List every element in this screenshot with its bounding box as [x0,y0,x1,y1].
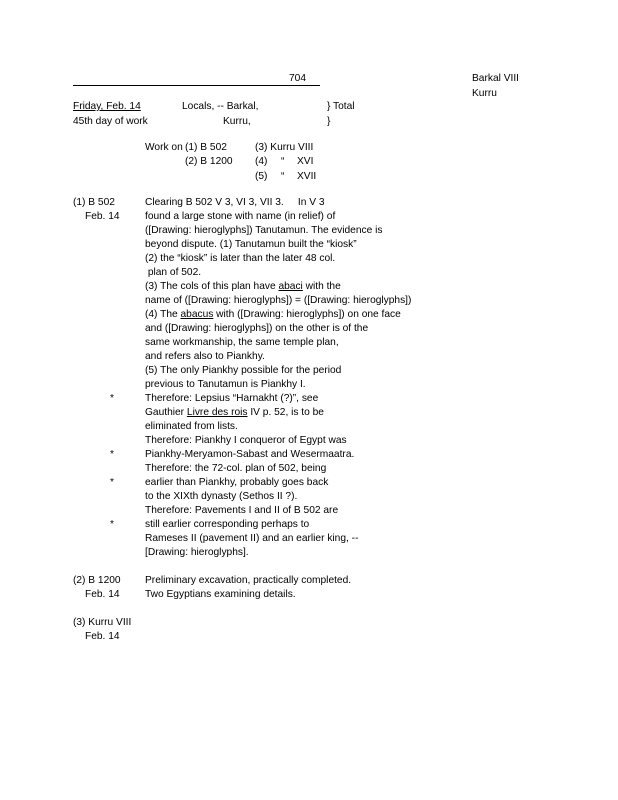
entry1-line: and refers also to Piankhy. [145,351,265,362]
header-rule [73,85,320,86]
entry1-line: [Drawing: hieroglyphs]. [145,547,249,558]
location-line-2: Kurru [472,88,497,99]
entry1-line: to the XIXth dynasty (Sethos II ?). [145,491,298,502]
entry1-line: still earlier corresponding perhaps to [145,519,310,530]
margin-asterisk: * [110,477,114,488]
entry1-line: same workmanship, the same temple plan, [145,337,339,348]
entry1-line: and ([Drawing: hieroglyphs]) on the other is of the [145,323,369,334]
entry1-line: ([Drawing: hieroglyphs]) Tanutamun. The evidence is [145,225,383,236]
work-on-ditto-4: “ [281,156,285,167]
entry1-label: (1) B 502 [73,197,115,208]
entry1-line-text: with ([Drawing: hieroglyphs]) on one face [213,309,401,320]
entry1-line: name of ([Drawing: hieroglyphs]) = ([Drawing: hieroglyphs]) [145,295,412,306]
entry1-line-text: IV p. 52, is to be [247,407,324,418]
margin-asterisk: * [110,449,114,460]
entry2-date: Feb. 14 [85,589,120,600]
abaci-underlined: abaci [278,281,303,292]
total-brace: } [327,116,331,127]
entry1-line: Piankhy-Meryamon-Sabast and Wesermaatra. [145,449,355,460]
entry1-date: Feb. 14 [85,211,120,222]
abacus-underlined: abacus [180,309,214,320]
entry1-line: Clearing B 502 V 3, VI 3, VII 3. In V 3 [145,197,325,208]
total-label: } Total [327,101,355,112]
entry1-line [145,407,324,419]
entry1-line [145,281,341,293]
entry1-line: Therefore: Pavements I and II of B 502 are [145,505,339,516]
entry1-line: Rameses II (pavement II) and an earlier king, -- [145,533,359,544]
entry1-line-text: with the [302,281,341,292]
page-number: 704 [289,73,306,84]
location-line-1: Barkal VIII [472,73,519,84]
day-of-work: 45th day of work [73,116,148,127]
entry1-line-text: (3) The cols of this plan have [145,281,279,292]
work-on-val-5: XVII [297,171,317,182]
margin-asterisk: * [110,393,114,404]
locals-kurru: Kurru, [223,116,251,127]
work-on-item-2: (2) B 1200 [185,156,233,167]
entry1-line: eliminated from lists. [145,421,238,432]
work-on-item-3: (3) Kurru VIII [255,142,314,153]
work-on-item-1: (1) B 502 [185,142,227,153]
entry2-label: (2) B 1200 [73,575,121,586]
entry1-line: (2) the “kiosk” is later than the later 48 col. [145,253,336,264]
entry1-line [145,309,401,321]
entry3-label: (3) Kurru VIII [73,617,132,628]
entry1-line: Therefore: Lepsius “Harnakht (?)”, see [145,393,319,404]
livre-des-rois-underlined: Livre des rois [186,407,248,418]
entry1-line-text: (4) The [145,309,181,320]
margin-asterisk: * [110,519,114,530]
entry2-line: Preliminary excavation, practically completed. [145,575,352,586]
entry1-line: previous to Tanutamun is Piankhy I. [145,379,306,390]
work-on-num-5: (5) [255,171,268,182]
entry1-line: earlier than Piankhy, probably goes back [145,477,329,488]
work-on-num-4: (4) [255,156,268,167]
entry1-line: Therefore: Piankhy I conqueror of Egypt was [145,435,347,446]
work-on-val-4: XVI [297,156,314,167]
entry1-line: plan of 502. [145,267,202,278]
entry3-date: Feb. 14 [85,631,120,642]
entry1-line: Therefore: the 72-col. plan of 502, being [145,463,327,474]
work-on-ditto-5: “ [281,171,285,182]
entry1-line: beyond dispute. (1) Tanutamun built the “kiosk” [145,239,357,250]
entry1-line: (5) The only Piankhy possible for the period [145,365,342,376]
entry2-line: Two Egyptians examining details. [145,589,296,600]
entry-date: Friday, Feb. 14 [73,101,141,112]
entry1-line: found a large stone with name (in relief) of [145,211,336,222]
entry1-line-text: Gauthier [145,407,187,418]
work-on-label: Work on [145,142,183,153]
locals-barkal: Locals, -- Barkal, [182,101,259,112]
